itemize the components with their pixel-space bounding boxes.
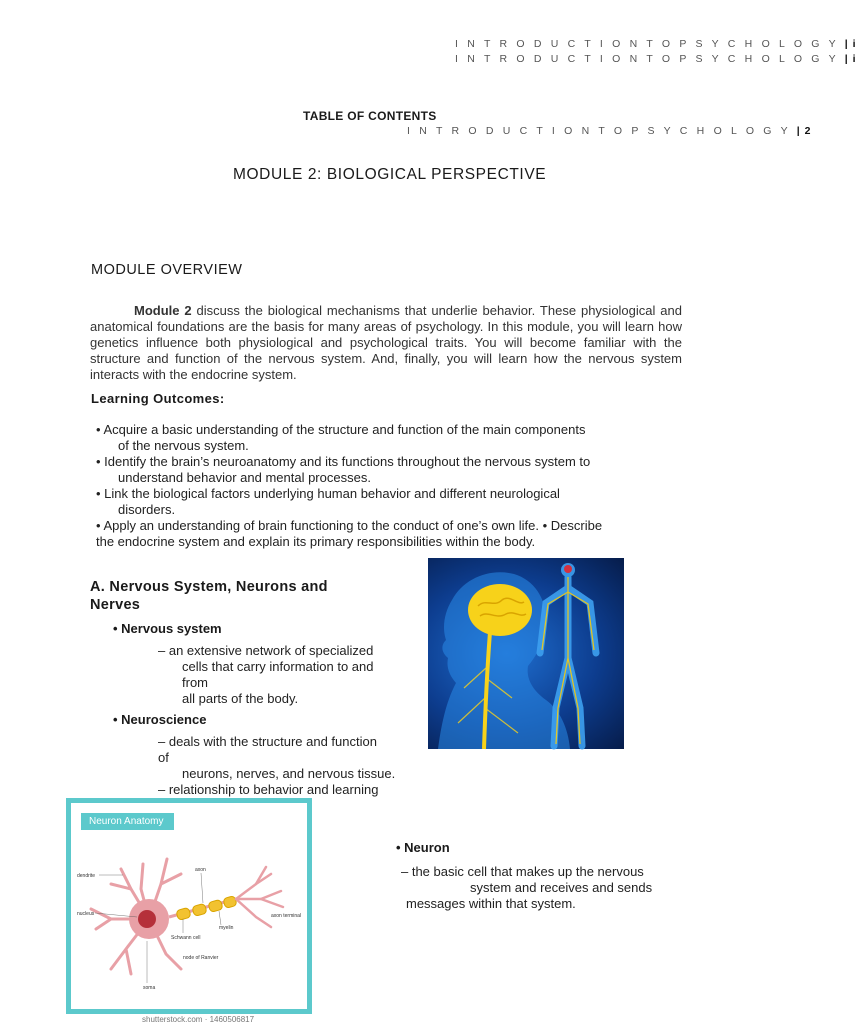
overview-text: discuss the biological mechanisms that underlie behavior. These physiological and anatomical foundations are the basis for many areas of psychology. In this module, you will learn how genetics influence both physiological and psychological traits. You will become familiar with the structure and function of the nervous system. And, finally, you will learn how the nervous system interacts with the endocrine system. — [90, 303, 682, 382]
running-title: I N T R O D U C T I O N T O P S Y C H O L O G Y — [455, 53, 839, 65]
neuroscience-definition — [158, 734, 438, 798]
definition-line: neurons, nerves, and nervous tissue. — [182, 766, 396, 781]
definition-line: messages within that system. — [406, 896, 576, 911]
list-item-continuation: understand behavior and mental processes. — [118, 470, 371, 485]
definition-line: – relationship to behavior and learning — [158, 782, 379, 797]
running-title: I N T R O D U C T I O N T O P S Y C H O L O G Y — [455, 38, 839, 50]
neuron-definition — [401, 864, 701, 912]
list-item — [96, 518, 696, 534]
nervous-system-head: • Nervous system — [113, 621, 222, 636]
module-title: MODULE 2: BIOLOGICAL PERSPECTIVE — [233, 166, 547, 183]
running-header-2 — [455, 53, 857, 65]
nervous-system-definition — [158, 643, 420, 707]
list-item-text: the endocrine system and explain its primary responsibilities within the body. — [96, 534, 536, 549]
list-item — [96, 454, 696, 486]
page-number: | 2 — [796, 125, 812, 137]
list-item-continuation: of the nervous system. — [118, 438, 249, 453]
definition-line: system and receives and sends — [470, 880, 653, 895]
toc-title: TABLE OF CONTENTS — [303, 109, 437, 123]
list-item-text: • Identify the brain’s neuroanatomy and its functions throughout the nervous system to — [96, 454, 591, 469]
definition-line: – an extensive network of specialized — [158, 643, 374, 658]
definition-line: – deals with the structure and function — [158, 734, 377, 749]
list-item — [96, 422, 696, 454]
list-item — [96, 486, 696, 518]
list-item — [96, 534, 696, 550]
label-myelin: myelin — [219, 925, 234, 931]
overview-paragraph — [90, 303, 682, 383]
section-a-title-line: Nerves — [90, 597, 141, 613]
neuron-anatomy-figure — [66, 798, 312, 1014]
label-schwann: Schwann cell — [171, 935, 201, 941]
neuron-head: • Neuron — [396, 840, 450, 855]
definition-line: – the basic cell that makes up the nervous — [401, 864, 644, 879]
definition-line: of — [158, 750, 169, 765]
section-a-title — [90, 578, 410, 614]
list-item-text: • Link the biological factors underlying human behavior and different neurological — [96, 486, 560, 501]
nervous-system-svg — [428, 558, 624, 749]
label-nucleus: nucleus — [77, 911, 95, 917]
list-item-continuation: disorders. — [118, 502, 176, 517]
figure-labels — [77, 867, 301, 991]
list-item-text: • Apply an understanding of brain functioning to the conduct of one’s own life. • Describe — [96, 518, 603, 533]
definition-line: all parts of the body. — [182, 691, 299, 706]
module-bold: Module 2 — [134, 303, 192, 318]
label-dendrite: dendrite — [77, 873, 96, 879]
label-ranvier: node of Ranvier — [183, 955, 219, 961]
brain-shape — [468, 584, 532, 636]
running-title: I N T R O D U C T I O N T O P S Y C H O L O G Y — [407, 125, 791, 137]
learning-outcomes-list — [96, 422, 696, 550]
running-header-1 — [455, 38, 857, 50]
definition-line: from — [182, 675, 208, 690]
page-number: | i — [844, 53, 857, 65]
running-header-3 — [407, 125, 811, 137]
section-a-title-line: A. Nervous System, Neurons and — [90, 579, 328, 595]
page-number: | i — [844, 38, 857, 50]
overview-heading: MODULE OVERVIEW — [91, 262, 243, 278]
image-credit: shutterstock.com · 1460506817 — [142, 1015, 255, 1024]
label-axon: axon — [195, 867, 206, 873]
label-terminal: axon terminal — [271, 913, 302, 919]
neuron-svg — [71, 829, 307, 1009]
definition-line: cells that carry information to and — [182, 659, 374, 674]
nucleus — [138, 910, 156, 928]
nervous-system-illustration — [428, 558, 624, 749]
learning-outcomes-heading: Learning Outcomes: — [91, 391, 225, 406]
label-soma: soma — [143, 985, 156, 991]
list-item-text: • Acquire a basic understanding of the structure and function of the main components — [96, 422, 586, 437]
neuron-anatomy-banner: Neuron Anatomy — [81, 813, 174, 830]
neuroscience-head: • Neuroscience — [113, 712, 207, 727]
